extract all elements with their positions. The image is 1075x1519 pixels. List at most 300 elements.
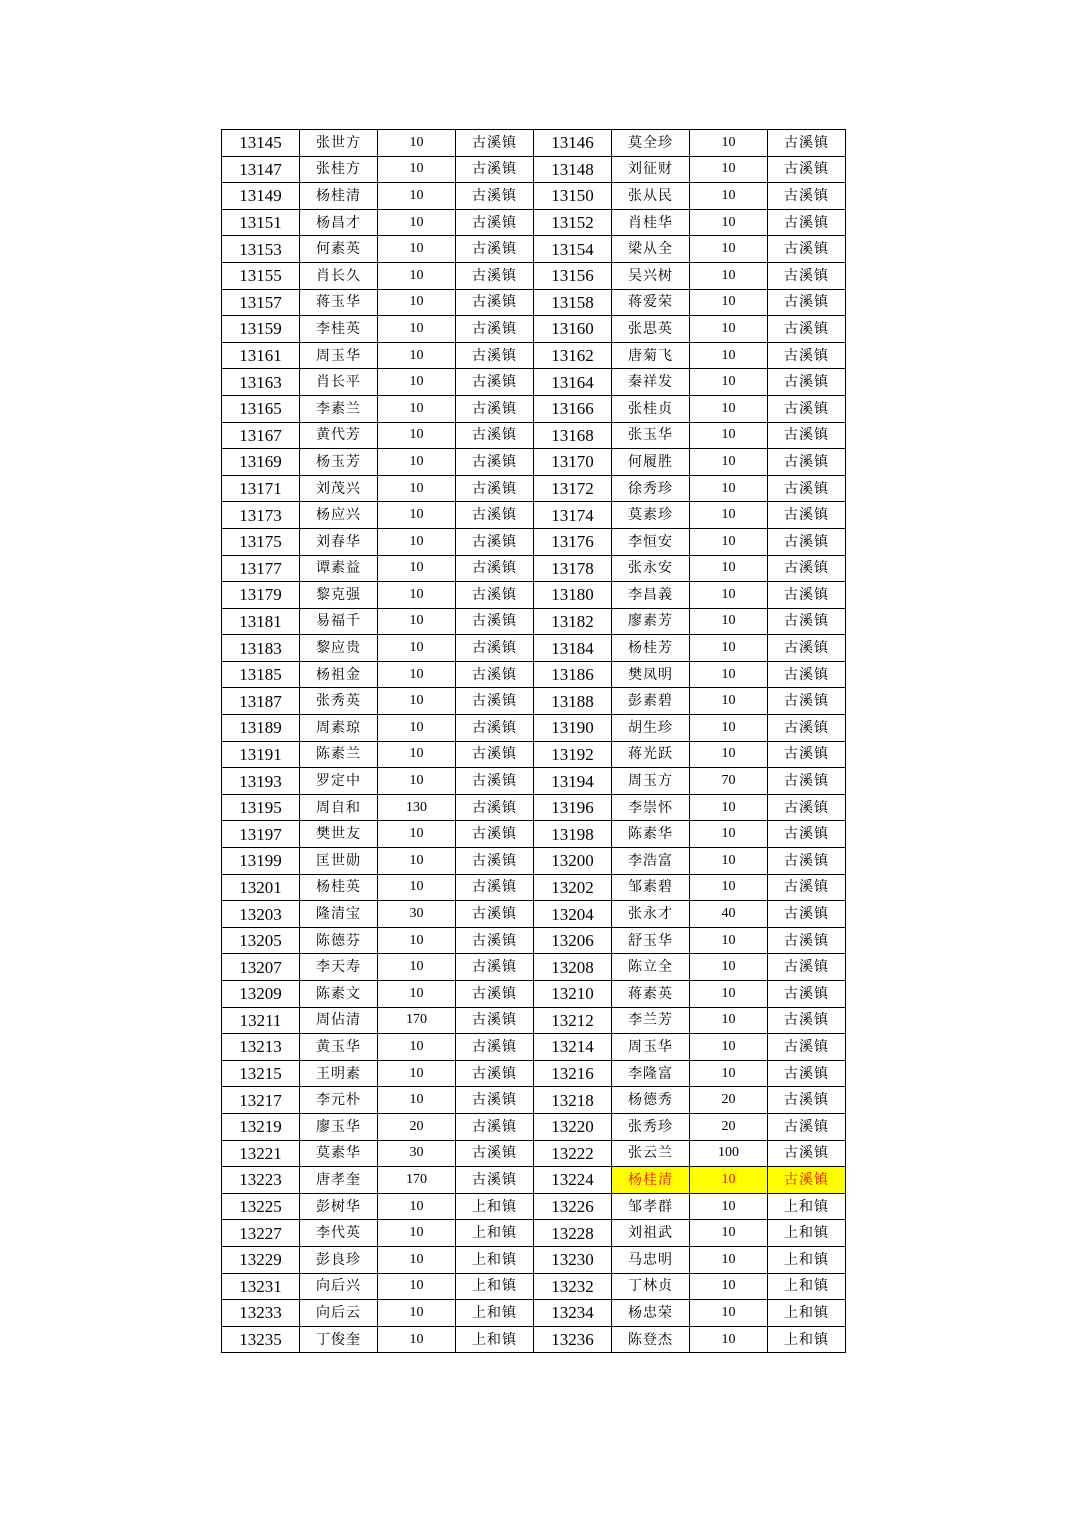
amount-cell: 10 [690,1326,768,1353]
person-name-cell: 周玉华 [300,342,378,369]
amount-cell: 10 [690,209,768,236]
town-cell: 古溪镇 [768,555,846,582]
person-name-cell: 丁林贞 [612,1273,690,1300]
record-id-cell: 13202 [534,874,612,901]
table-row [222,1060,846,1087]
amount-cell: 170 [378,1167,456,1194]
town-cell: 古溪镇 [456,528,534,555]
person-name-cell: 刘祖武 [612,1220,690,1247]
town-cell: 古溪镇 [768,369,846,396]
amount-cell: 10 [378,821,456,848]
town-cell: 古溪镇 [768,342,846,369]
amount-cell: 10 [690,661,768,688]
person-name-cell: 蒋光跃 [612,741,690,768]
town-cell: 古溪镇 [768,741,846,768]
town-cell: 上和镇 [768,1193,846,1220]
amount-cell: 10 [690,1167,768,1194]
amount-cell: 10 [690,1300,768,1327]
person-name-cell: 杨昌才 [300,209,378,236]
record-id-cell: 13228 [534,1220,612,1247]
record-id-cell: 13162 [534,342,612,369]
record-id-cell: 13147 [222,156,300,183]
town-cell: 古溪镇 [456,768,534,795]
record-id-cell: 13161 [222,342,300,369]
town-cell: 古溪镇 [456,475,534,502]
person-name-cell: 周素琼 [300,715,378,742]
person-name-cell: 肖长平 [300,369,378,396]
table-row [222,981,846,1008]
town-cell: 上和镇 [456,1300,534,1327]
town-cell: 古溪镇 [768,1034,846,1061]
amount-cell: 10 [378,1193,456,1220]
record-id-cell: 13170 [534,449,612,476]
record-id-cell: 13181 [222,608,300,635]
person-name-cell: 舒玉华 [612,927,690,954]
table-row [222,395,846,422]
person-name-cell: 肖长久 [300,262,378,289]
amount-cell: 130 [378,794,456,821]
town-cell: 古溪镇 [768,1113,846,1140]
town-cell: 古溪镇 [768,715,846,742]
town-cell: 上和镇 [456,1246,534,1273]
table-row [222,209,846,236]
person-name-cell: 杨桂英 [300,874,378,901]
town-cell: 古溪镇 [456,342,534,369]
person-name-cell: 李桂英 [300,316,378,343]
record-id-cell: 13182 [534,608,612,635]
town-cell: 古溪镇 [768,954,846,981]
town-cell: 古溪镇 [768,821,846,848]
town-cell: 古溪镇 [456,449,534,476]
record-id-cell: 13229 [222,1246,300,1273]
table-row [222,156,846,183]
town-cell: 古溪镇 [768,608,846,635]
record-id-cell: 13199 [222,848,300,875]
table-row [222,688,846,715]
amount-cell: 10 [378,236,456,263]
record-id-cell: 13207 [222,954,300,981]
table-row [222,582,846,609]
person-name-cell: 杨祖金 [300,661,378,688]
amount-cell: 170 [378,1007,456,1034]
town-cell: 古溪镇 [768,768,846,795]
town-cell: 古溪镇 [768,528,846,555]
record-id-cell: 13168 [534,422,612,449]
record-id-cell: 13184 [534,635,612,662]
records-table-body [222,130,846,1353]
record-id-cell: 13235 [222,1326,300,1353]
record-id-cell: 13213 [222,1034,300,1061]
town-cell: 古溪镇 [768,688,846,715]
amount-cell: 10 [690,954,768,981]
amount-cell: 10 [690,502,768,529]
amount-cell: 10 [690,475,768,502]
record-id-cell: 13201 [222,874,300,901]
person-name-cell: 樊凤明 [612,661,690,688]
record-id-cell: 13183 [222,635,300,662]
record-id-cell: 13164 [534,369,612,396]
person-name-cell: 张秀英 [300,688,378,715]
amount-cell: 10 [690,1220,768,1247]
amount-cell: 10 [690,1273,768,1300]
table-row [222,741,846,768]
town-cell: 古溪镇 [456,130,534,157]
town-cell: 上和镇 [456,1220,534,1247]
amount-cell: 10 [378,688,456,715]
amount-cell: 10 [690,981,768,1008]
amount-cell: 100 [690,1140,768,1167]
table-row [222,130,846,157]
record-id-cell: 13200 [534,848,612,875]
town-cell: 古溪镇 [768,635,846,662]
amount-cell: 20 [378,1113,456,1140]
town-cell: 古溪镇 [456,821,534,848]
record-id-cell: 13185 [222,661,300,688]
person-name-cell: 彭良珍 [300,1246,378,1273]
town-cell: 古溪镇 [456,794,534,821]
table-row [222,848,846,875]
person-name-cell: 隆清宝 [300,901,378,928]
person-name-cell: 陈素华 [612,821,690,848]
person-name-cell: 蒋爱荣 [612,289,690,316]
town-cell: 上和镇 [456,1273,534,1300]
town-cell: 古溪镇 [768,475,846,502]
town-cell: 古溪镇 [768,395,846,422]
record-id-cell: 13217 [222,1087,300,1114]
table-row [222,1300,846,1327]
record-id-cell: 13224 [534,1167,612,1194]
town-cell: 古溪镇 [456,688,534,715]
town-cell: 上和镇 [768,1300,846,1327]
record-id-cell: 13218 [534,1087,612,1114]
record-id-cell: 13166 [534,395,612,422]
amount-cell: 10 [378,768,456,795]
record-id-cell: 13208 [534,954,612,981]
table-row [222,528,846,555]
person-name-cell: 罗定中 [300,768,378,795]
record-id-cell: 13175 [222,528,300,555]
record-id-cell: 13221 [222,1140,300,1167]
town-cell: 古溪镇 [456,289,534,316]
town-cell: 古溪镇 [456,1140,534,1167]
town-cell: 古溪镇 [456,209,534,236]
town-cell: 古溪镇 [456,1060,534,1087]
table-row [222,715,846,742]
town-cell: 古溪镇 [768,316,846,343]
amount-cell: 10 [378,1273,456,1300]
town-cell: 古溪镇 [456,316,534,343]
table-row [222,502,846,529]
record-id-cell: 13177 [222,555,300,582]
person-name-cell: 徐秀珍 [612,475,690,502]
record-id-cell: 13149 [222,183,300,210]
record-id-cell: 13212 [534,1007,612,1034]
person-name-cell: 梁从全 [612,236,690,263]
person-name-cell: 胡生珍 [612,715,690,742]
town-cell: 古溪镇 [456,236,534,263]
amount-cell: 10 [690,741,768,768]
record-id-cell: 13167 [222,422,300,449]
record-id-cell: 13178 [534,555,612,582]
table-row [222,342,846,369]
record-id-cell: 13186 [534,661,612,688]
amount-cell: 10 [378,422,456,449]
amount-cell: 10 [690,715,768,742]
record-id-cell: 13157 [222,289,300,316]
person-name-cell: 莫素珍 [612,502,690,529]
person-name-cell: 周佔清 [300,1007,378,1034]
person-name-cell: 莫全珍 [612,130,690,157]
town-cell: 古溪镇 [768,794,846,821]
record-id-cell: 13159 [222,316,300,343]
person-name-cell: 陈素兰 [300,741,378,768]
record-id-cell: 13152 [534,209,612,236]
amount-cell: 70 [690,768,768,795]
amount-cell: 10 [378,342,456,369]
person-name-cell: 李昌義 [612,582,690,609]
person-name-cell: 张世方 [300,130,378,157]
record-id-cell: 13191 [222,741,300,768]
table-row [222,1326,846,1353]
table-row [222,635,846,662]
person-name-cell: 谭素益 [300,555,378,582]
record-id-cell: 13180 [534,582,612,609]
town-cell: 古溪镇 [768,582,846,609]
amount-cell: 10 [690,528,768,555]
amount-cell: 10 [690,794,768,821]
person-name-cell: 彭素碧 [612,688,690,715]
record-id-cell: 13173 [222,502,300,529]
person-name-cell: 周自和 [300,794,378,821]
person-name-cell: 肖桂华 [612,209,690,236]
table-row [222,449,846,476]
amount-cell: 10 [690,130,768,157]
table-row [222,821,846,848]
record-id-cell: 13205 [222,927,300,954]
amount-cell: 10 [378,1034,456,1061]
record-id-cell: 13188 [534,688,612,715]
table-row [222,1246,846,1273]
town-cell: 上和镇 [768,1220,846,1247]
record-id-cell: 13211 [222,1007,300,1034]
amount-cell: 10 [378,1220,456,1247]
table-row [222,475,846,502]
amount-cell: 10 [690,369,768,396]
person-name-cell: 向后云 [300,1300,378,1327]
amount-cell: 10 [690,608,768,635]
town-cell: 古溪镇 [456,901,534,928]
person-name-cell: 张永才 [612,901,690,928]
amount-cell: 10 [690,1007,768,1034]
record-id-cell: 13163 [222,369,300,396]
person-name-cell: 刘茂兴 [300,475,378,502]
town-cell: 上和镇 [768,1246,846,1273]
town-cell: 古溪镇 [456,661,534,688]
amount-cell: 10 [378,289,456,316]
amount-cell: 10 [690,848,768,875]
amount-cell: 10 [690,422,768,449]
record-id-cell: 13154 [534,236,612,263]
person-name-cell: 李代英 [300,1220,378,1247]
table-row [222,1007,846,1034]
town-cell: 古溪镇 [768,661,846,688]
amount-cell: 10 [690,289,768,316]
record-id-cell: 13219 [222,1113,300,1140]
record-id-cell: 13206 [534,927,612,954]
record-id-cell: 13223 [222,1167,300,1194]
town-cell: 古溪镇 [456,555,534,582]
town-cell: 古溪镇 [768,874,846,901]
town-cell: 古溪镇 [768,209,846,236]
record-id-cell: 13160 [534,316,612,343]
amount-cell: 10 [690,1034,768,1061]
record-id-cell: 13234 [534,1300,612,1327]
record-id-cell: 13179 [222,582,300,609]
town-cell: 古溪镇 [456,608,534,635]
record-id-cell: 13194 [534,768,612,795]
record-id-cell: 13222 [534,1140,612,1167]
person-name-cell: 周玉华 [612,1034,690,1061]
person-name-cell: 彭树华 [300,1193,378,1220]
person-name-cell: 张桂贞 [612,395,690,422]
town-cell: 古溪镇 [456,874,534,901]
person-name-cell: 杨桂芳 [612,635,690,662]
record-id-cell: 13215 [222,1060,300,1087]
amount-cell: 10 [690,156,768,183]
record-id-cell: 13196 [534,794,612,821]
table-row [222,555,846,582]
person-name-cell: 向后兴 [300,1273,378,1300]
record-id-cell: 13210 [534,981,612,1008]
person-name-cell: 陈素文 [300,981,378,1008]
town-cell: 古溪镇 [768,901,846,928]
person-name-cell: 唐孝奎 [300,1167,378,1194]
person-name-cell: 秦祥发 [612,369,690,396]
amount-cell: 10 [378,1087,456,1114]
town-cell: 古溪镇 [768,927,846,954]
amount-cell: 10 [378,528,456,555]
person-name-cell: 张永安 [612,555,690,582]
amount-cell: 10 [378,848,456,875]
person-name-cell: 何素英 [300,236,378,263]
amount-cell: 10 [378,449,456,476]
town-cell: 上和镇 [768,1273,846,1300]
table-row [222,262,846,289]
table-row [222,1140,846,1167]
table-row [222,954,846,981]
person-name-cell: 黄代芳 [300,422,378,449]
record-id-cell: 13158 [534,289,612,316]
record-id-cell: 13203 [222,901,300,928]
person-name-cell: 邹素碧 [612,874,690,901]
person-name-cell: 马忠明 [612,1246,690,1273]
person-name-cell: 张桂方 [300,156,378,183]
amount-cell: 10 [378,183,456,210]
amount-cell: 10 [378,981,456,1008]
table-row [222,874,846,901]
town-cell: 古溪镇 [768,156,846,183]
record-id-cell: 13233 [222,1300,300,1327]
town-cell: 古溪镇 [768,289,846,316]
person-name-cell: 李恒安 [612,528,690,555]
amount-cell: 10 [690,316,768,343]
record-id-cell: 13197 [222,821,300,848]
amount-cell: 10 [378,582,456,609]
person-name-cell: 李天寿 [300,954,378,981]
amount-cell: 10 [378,555,456,582]
amount-cell: 10 [378,874,456,901]
table-row [222,316,846,343]
town-cell: 古溪镇 [768,130,846,157]
person-name-cell: 蒋玉华 [300,289,378,316]
person-name-cell: 张云兰 [612,1140,690,1167]
amount-cell: 10 [690,555,768,582]
amount-cell: 10 [690,1060,768,1087]
record-id-cell: 13195 [222,794,300,821]
amount-cell: 10 [378,1060,456,1087]
town-cell: 古溪镇 [456,502,534,529]
amount-cell: 10 [690,236,768,263]
town-cell: 古溪镇 [768,1060,846,1087]
town-cell: 古溪镇 [456,1113,534,1140]
amount-cell: 20 [690,1087,768,1114]
town-cell: 古溪镇 [456,395,534,422]
record-id-cell: 13171 [222,475,300,502]
record-id-cell: 13220 [534,1113,612,1140]
person-name-cell: 李隆富 [612,1060,690,1087]
record-id-cell: 13227 [222,1220,300,1247]
town-cell: 古溪镇 [456,927,534,954]
person-name-cell: 蒋素英 [612,981,690,1008]
table-row [222,1273,846,1300]
amount-cell: 10 [378,954,456,981]
person-name-cell: 廖玉华 [300,1113,378,1140]
amount-cell: 20 [690,1113,768,1140]
amount-cell: 10 [378,395,456,422]
town-cell: 古溪镇 [456,262,534,289]
person-name-cell: 李崇怀 [612,794,690,821]
town-cell: 古溪镇 [456,369,534,396]
record-id-cell: 13190 [534,715,612,742]
amount-cell: 40 [690,901,768,928]
town-cell: 古溪镇 [456,954,534,981]
person-name-cell: 黄玉华 [300,1034,378,1061]
town-cell: 古溪镇 [456,635,534,662]
record-id-cell: 13216 [534,1060,612,1087]
table-row [222,1034,846,1061]
town-cell: 古溪镇 [768,449,846,476]
amount-cell: 10 [690,449,768,476]
amount-cell: 10 [690,688,768,715]
town-cell: 古溪镇 [456,183,534,210]
amount-cell: 10 [378,927,456,954]
person-name-cell: 樊世友 [300,821,378,848]
record-id-cell: 13150 [534,183,612,210]
table-row [222,1167,846,1194]
person-name-cell: 唐菊飞 [612,342,690,369]
table-row [222,1113,846,1140]
person-name-cell: 邹孝群 [612,1193,690,1220]
record-id-cell: 13156 [534,262,612,289]
person-name-cell: 李兰芳 [612,1007,690,1034]
person-name-cell: 易福千 [300,608,378,635]
record-id-cell: 13151 [222,209,300,236]
person-name-cell: 杨桂清 [612,1167,690,1194]
amount-cell: 10 [378,635,456,662]
record-id-cell: 13148 [534,156,612,183]
table-row [222,794,846,821]
town-cell: 古溪镇 [768,848,846,875]
